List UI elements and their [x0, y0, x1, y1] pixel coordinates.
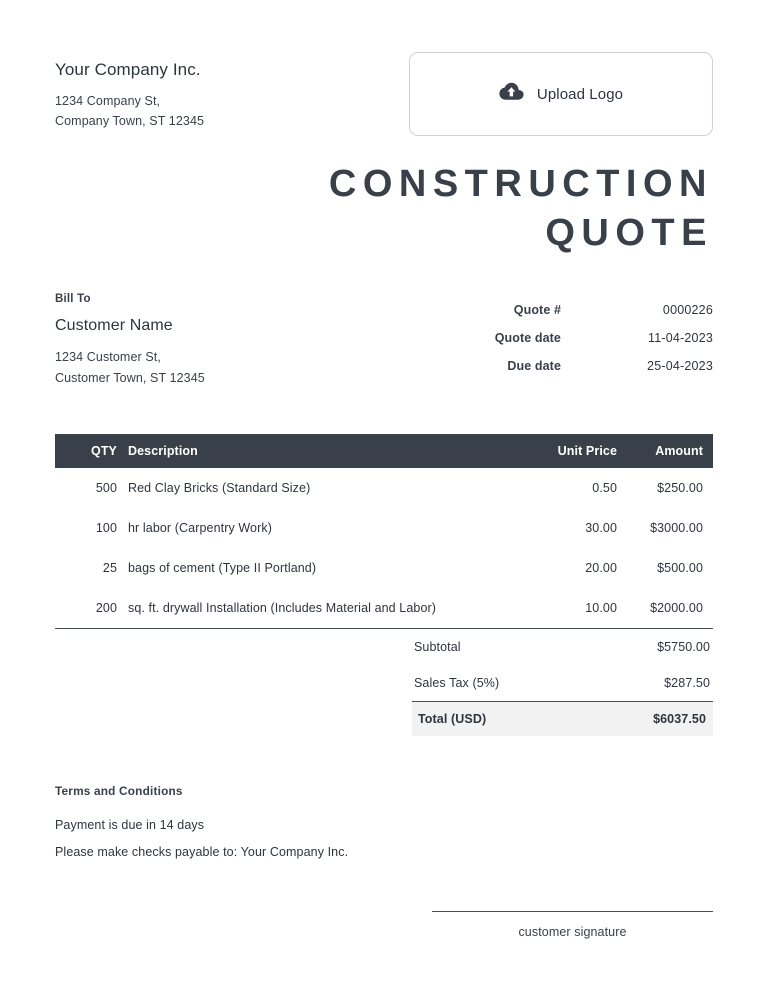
customer-address-line-1: 1234 Customer St,: [55, 350, 161, 364]
cell-description: sq. ft. drywall Installation (Includes Material and Labor): [117, 588, 507, 629]
customer-name: Customer Name: [55, 317, 173, 334]
meta-label-quote-date: Quote date: [494, 331, 561, 345]
table-row: [55, 588, 713, 629]
meta-label-due-date: Due date: [507, 359, 561, 373]
signature-caption: customer signature: [518, 925, 627, 939]
cell-amount: $3000.00: [650, 521, 703, 535]
cell-qty: 25: [102, 561, 117, 575]
cell-qty: 100: [95, 521, 117, 535]
cell-description: hr labor (Carpentry Work): [128, 521, 272, 535]
cell-amount: $500.00: [657, 561, 703, 575]
cell-qty: 200: [55, 588, 117, 629]
cell-description: Red Clay Bricks (Standard Size): [128, 481, 311, 495]
table-row: [55, 508, 713, 548]
totals-row-subtotal: [412, 629, 713, 665]
meta-value-quote-date: 11-04-2023: [647, 331, 713, 345]
subtotal-label: Subtotal: [414, 640, 461, 654]
document-header: [55, 0, 713, 136]
bill-to-label: Bill To: [55, 293, 91, 305]
page-title: [55, 160, 713, 258]
subtotal-value: $5750.00: [657, 640, 710, 654]
meta-label-quote-number: Quote #: [513, 303, 561, 317]
meta-row-quote-number: [495, 303, 713, 331]
cell-description: bags of cement (Type II Portland): [128, 561, 317, 575]
cell-unit-price: 20.00: [585, 561, 617, 575]
cloud-upload-icon: [499, 82, 524, 107]
cell-unit-price: 10.00: [507, 588, 617, 629]
totals-row-total: [412, 702, 713, 737]
terms-line-1: Payment is due in 14 days: [55, 818, 205, 832]
bill-to-section: [55, 293, 205, 389]
table-row: [55, 468, 713, 508]
cell-unit-price: 30.00: [585, 521, 617, 535]
company-address-line-1: 1234 Company St,: [55, 94, 161, 108]
table-header-row: [55, 434, 713, 468]
quote-meta-table: [495, 303, 713, 387]
line-items-table: [55, 434, 713, 629]
totals-row-sales-tax: [412, 665, 713, 702]
meta-row-due-date: [495, 359, 713, 387]
cell-unit-price: 0.50: [592, 481, 617, 495]
terms-line-2: Please make checks payable to: Your Company Inc.: [55, 845, 349, 859]
totals-table: [412, 629, 713, 736]
column-header-amount: Amount: [617, 434, 713, 468]
page-title-line-2: QUOTE: [545, 212, 713, 254]
cell-amount: $2000.00: [617, 588, 713, 629]
cell-amount: $250.00: [657, 481, 703, 495]
signature-section: [432, 911, 713, 939]
terms-title: Terms and Conditions: [55, 784, 183, 798]
meta-value-due-date: 25-04-2023: [647, 359, 713, 373]
customer-address-line-2: Customer Town, ST 12345: [55, 371, 205, 385]
signature-line: [432, 911, 713, 912]
company-address-line-2: Company Town, ST 12345: [55, 114, 205, 128]
company-name: Your Company Inc.: [55, 60, 201, 79]
total-value: $6037.50: [590, 702, 713, 737]
sales-tax-label: Sales Tax (5%): [414, 676, 500, 690]
cell-qty: 500: [95, 481, 117, 495]
column-header-description: Description: [117, 434, 507, 468]
total-label: Total (USD): [412, 702, 590, 737]
company-info: [55, 52, 204, 131]
meta-row-quote-date: [495, 331, 713, 359]
column-header-unit-price: Unit Price: [507, 434, 617, 468]
table-row: [55, 548, 713, 588]
page-title-line-1: CONSTRUCTION: [328, 163, 713, 205]
totals-section: [55, 629, 713, 736]
upload-logo-label: Upload Logo: [536, 85, 624, 103]
upload-logo-button[interactable]: [409, 52, 713, 136]
billing-and-meta: [55, 293, 713, 389]
terms-section: [55, 784, 713, 866]
column-header-qty: QTY: [55, 434, 117, 468]
meta-value-quote-number: 0000226: [662, 303, 713, 317]
sales-tax-value: $287.50: [664, 676, 710, 690]
